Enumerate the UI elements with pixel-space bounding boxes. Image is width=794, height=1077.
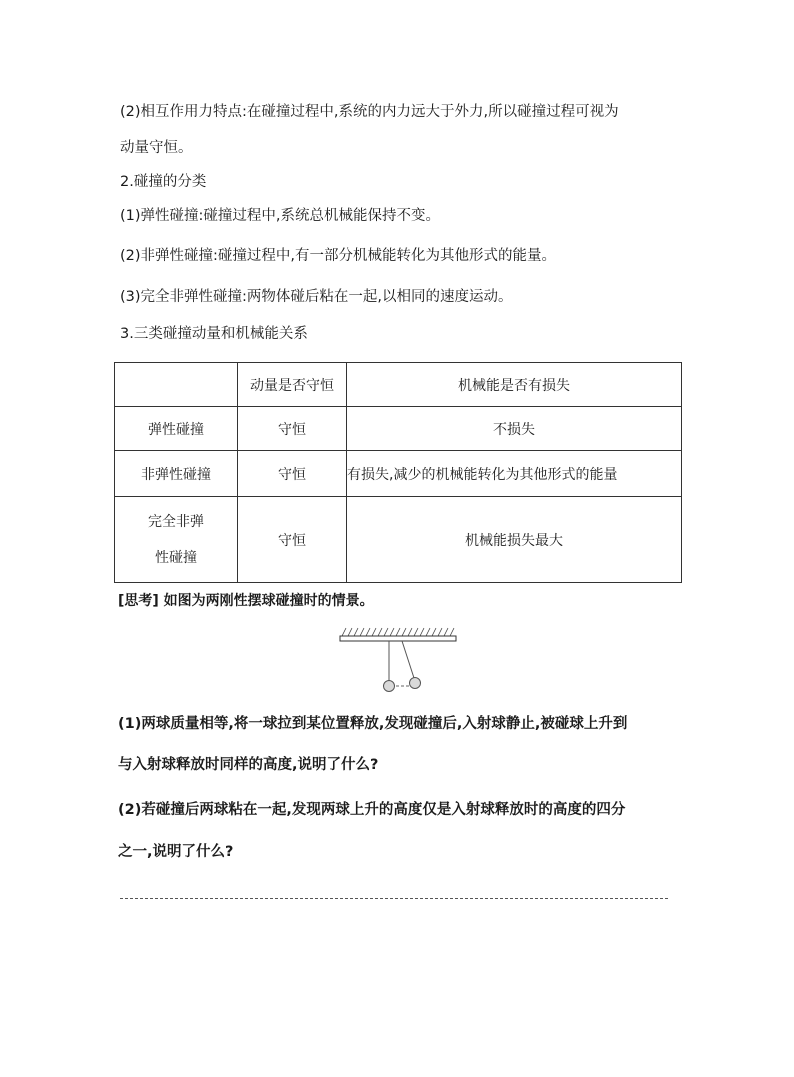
think-intro: [思考] 如图为两刚性摆球碰撞时的情景。 bbox=[118, 593, 374, 609]
paragraph-perfectly-inelastic: (3)完全非弹性碰撞:两物体碰后粘在一起,以相同的速度运动。 bbox=[120, 289, 513, 305]
paragraph-elastic: (1)弹性碰撞:碰撞过程中,系统总机械能保持不变。 bbox=[120, 208, 441, 224]
table-cell-energy: 有损失,减少的机械能转化为其他形式的能量 bbox=[347, 451, 682, 497]
table-cell-type: 非弹性碰撞 bbox=[115, 451, 238, 497]
table-cell-energy: 机械能损失最大 bbox=[347, 497, 682, 583]
paragraph-interaction-force: (2)相互作用力特点:在碰撞过程中,系统的内力远大于外力,所以碰撞过程可视为 bbox=[120, 104, 619, 120]
table-cell-momentum: 守恒 bbox=[238, 407, 347, 451]
ceiling-hatch bbox=[342, 628, 454, 636]
table-cell-momentum: 守恒 bbox=[238, 451, 347, 497]
heading-relation-table: 3.三类碰撞动量和机械能关系 bbox=[120, 326, 308, 342]
ceiling-bar bbox=[340, 636, 456, 641]
heading-collision-types: 2.碰撞的分类 bbox=[120, 174, 207, 190]
pendulum-ball-right bbox=[410, 678, 421, 689]
table-cell-type-line1: 完全非弹 bbox=[148, 513, 204, 530]
paragraph-inelastic: (2)非弹性碰撞:碰撞过程中,有一部分机械能转化为其他形式的能量。 bbox=[120, 248, 557, 264]
table-cell-energy: 不损失 bbox=[347, 407, 682, 451]
question-1-line1: (1)两球质量相等,将一球拉到某位置释放,发现碰撞后,入射球静止,被碰球上升到 bbox=[118, 716, 628, 732]
table-row bbox=[115, 497, 682, 583]
pendulum-collision-figure bbox=[336, 624, 460, 696]
pendulum-ball-left bbox=[384, 681, 395, 692]
table-cell-momentum: 守恒 bbox=[238, 497, 347, 583]
table-row bbox=[115, 451, 682, 497]
pendulum-string-right bbox=[402, 641, 414, 678]
paragraph-interaction-force-cont: 动量守恒。 bbox=[120, 140, 193, 156]
dashed-divider bbox=[120, 898, 668, 899]
table-row bbox=[115, 407, 682, 451]
table-header-energy: 机械能是否有损失 bbox=[347, 363, 682, 407]
table-header-momentum: 动量是否守恒 bbox=[238, 363, 347, 407]
table-header-empty bbox=[115, 363, 238, 407]
question-2-line2: 之一,说明了什么? bbox=[118, 844, 234, 860]
table-cell-type: 弹性碰撞 bbox=[115, 407, 238, 451]
table-cell-type-line2: 性碰撞 bbox=[155, 549, 197, 566]
table-cell-type bbox=[115, 497, 238, 583]
table-header-row bbox=[115, 363, 682, 407]
question-2-line1: (2)若碰撞后两球粘在一起,发现两球上升的高度仅是入射球释放时的高度的四分 bbox=[118, 802, 626, 818]
question-1-line2: 与入射球释放时同样的高度,说明了什么? bbox=[118, 757, 379, 773]
collision-comparison-table bbox=[114, 362, 682, 583]
